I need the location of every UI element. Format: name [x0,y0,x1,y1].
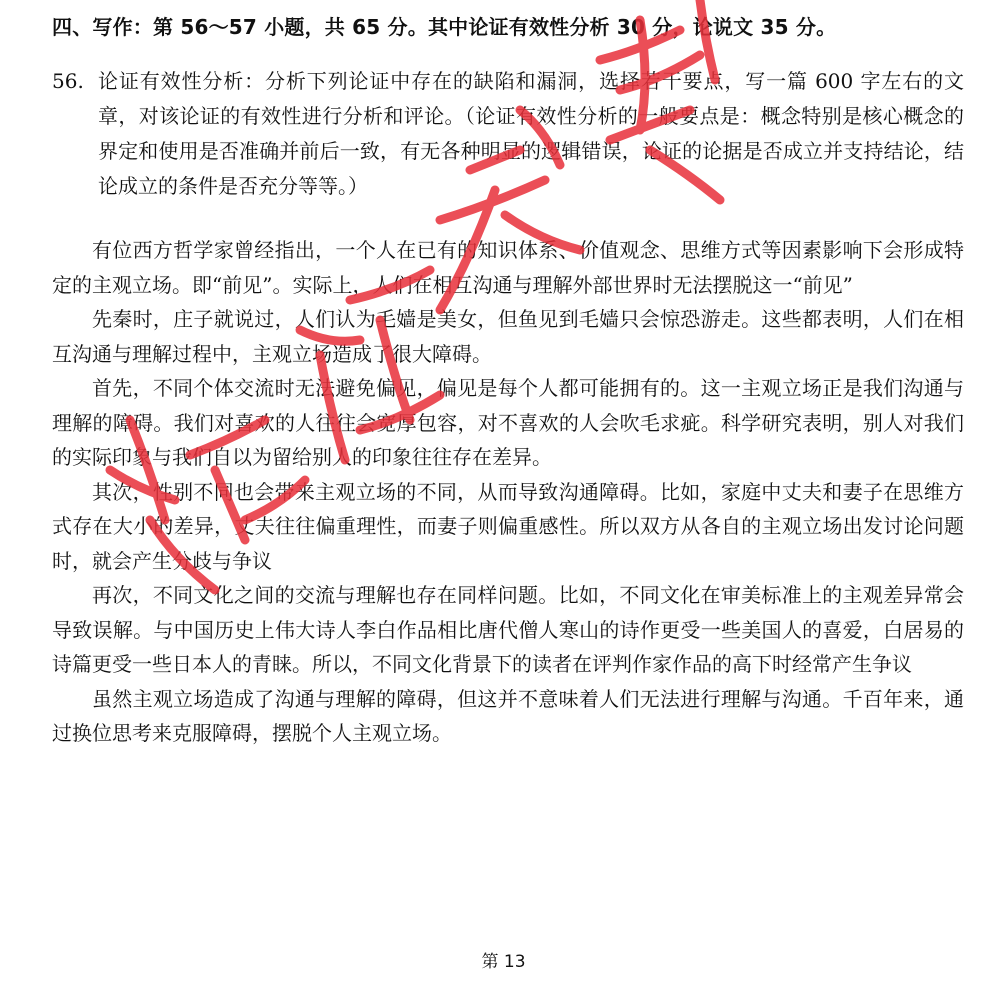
page-number: 第 13 [481,952,526,972]
passage-paragraph-4: 其次，性别不同也会带来主观立场的不同，从而导致沟通障碍。比如，家庭中丈夫和妻子在思维方式存在大小的差异，丈夫往往偏重理性，而妻子则偏重感性。所以双方从各自的主观立场出发讨论问题时，就会产生分歧与争议 [52,479,964,573]
passage-paragraph-6: 虽然主观立场造成了沟通与理解的障碍，但这并不意味着人们无法进行理解与沟通。千百年来，通过换位思考来克服障碍，摆脱个人主观立场。 [52,686,964,745]
section-heading: 四、写作：第 56～57 小题，共 65 分。其中论证有效性分析 30 分，论说文 35 分。 [52,15,837,39]
question-56 [52,64,964,204]
passage-paragraph-1: 有位西方哲学家曾经指出，一个人在已有的知识体系、价值观念、思维方式等因素影响下会形成特定的主观立场。即“前见”。实际上，人们在相互沟通与理解外部世界时无法摆脱这一“前见” [52,238,964,297]
passage-paragraph-2: 先秦时，庄子就说过，人们认为毛嫱是美女，但鱼见到毛嫱只会惊恐游走。这些都表明，人们在相互沟通与理解过程中，主观立场造成了很大障碍。 [52,307,964,366]
argument-passage [52,233,964,751]
question-instructions: 论证有效性分析：分析下列论证中存在的缺陷和漏洞，选择若干要点，写一篇 600 字左右的文章，对该论证的有效性进行分析和评论。（论证有效性分析的一般要点是：概念特别是核心概念的界定和使用是否准确并前后一致，有无各种明显的逻辑错误，论证的论据是否成立并支持结论，结论成立的条件是否充分等等。） [98,69,964,198]
passage-paragraph-3: 首先，不同个体交流时无法避免偏见，偏见是每个人都可能拥有的。这一主观立场正是我们沟通与理解的障碍。我们对喜欢的人往往会宽厚包容，对不喜欢的人会吹毛求疵。科学研究表明，别人对我们的实际印象与我们自以为留给别人的印象往往存在差异。 [52,376,964,469]
question-number: 56. [52,69,84,93]
passage-paragraph-5: 再次，不同文化之间的交流与理解也存在同样问题。比如，不同文化在审美标准上的主观差异常会导致误解。与中国历史上伟大诗人李白作品相比唐代僧人寒山的诗作更受一些美国人的喜爱，白居易的诗篇更受一些日本人的青睐。所以，不同文化背景下的读者在评判作家作品的高下时经常产生争议 [52,583,964,676]
